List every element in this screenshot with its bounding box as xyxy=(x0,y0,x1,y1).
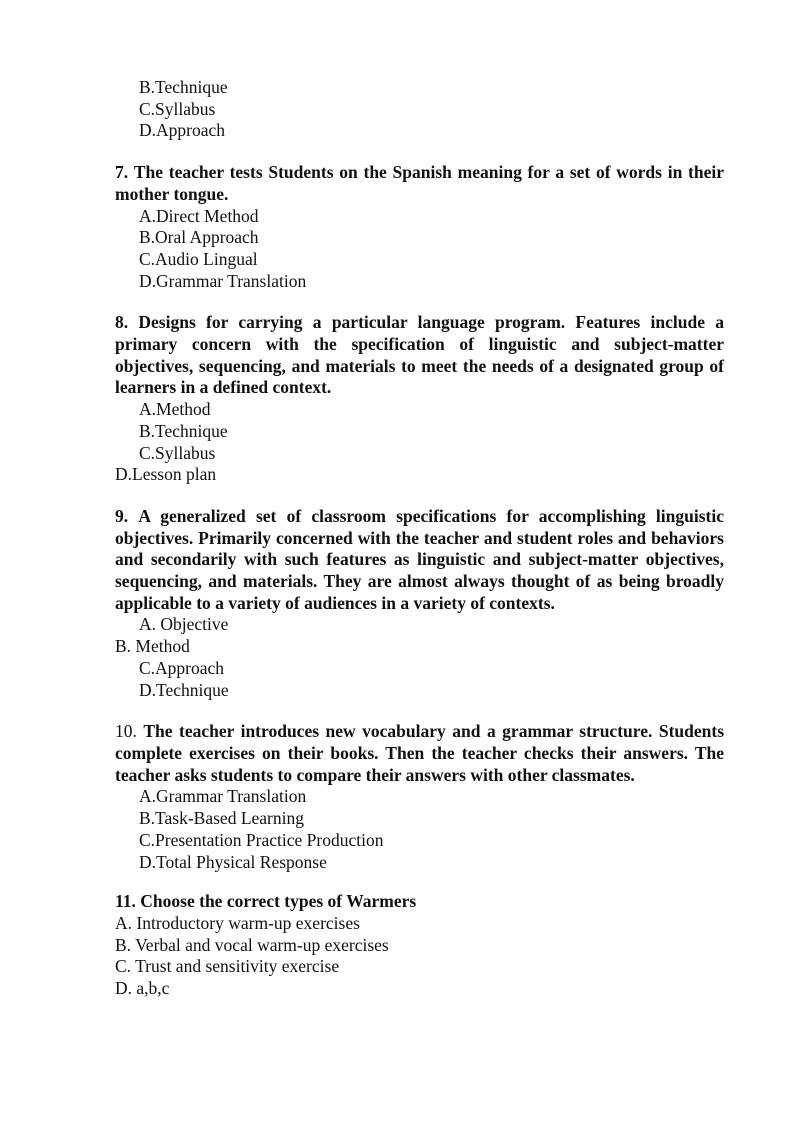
option: C.Audio Lingual xyxy=(139,248,258,269)
question-8 xyxy=(115,312,724,486)
question-number: 7. xyxy=(115,162,129,183)
question-9 xyxy=(115,506,724,701)
option: A. Introductory warm-up exercises xyxy=(115,912,360,933)
question-text: A generalized set of classroom specifications for accomplishing linguistic objectives. Primarily concerned with the teacher and student roles and behaviors and secondarily with such features as linguistic and subject-matter objectives, sequencing, and materials. They are almost always thought of as being broadly applicable to a variety of audiences in a variety of contexts. xyxy=(115,505,724,613)
question-11 xyxy=(115,891,724,1000)
option: A. Objective xyxy=(139,614,229,635)
option: B. Method xyxy=(115,636,190,657)
option: C.Syllabus xyxy=(139,98,216,119)
option: D.Lesson plan xyxy=(115,464,217,485)
option: D.Total Physical Response xyxy=(139,851,327,872)
option: B.Technique xyxy=(139,77,228,97)
option: D.Approach xyxy=(139,120,226,141)
question-stem xyxy=(115,891,724,913)
option: D.Technique xyxy=(139,679,229,700)
question-number: 8. xyxy=(115,312,129,333)
option: A.Method xyxy=(139,399,211,420)
question-10 xyxy=(115,721,724,873)
question-stem xyxy=(115,312,724,399)
question-text: Choose the correct types of Warmers xyxy=(140,891,417,912)
question-number: 10. xyxy=(115,721,137,742)
question-number: 9. xyxy=(115,505,129,526)
option: A.Direct Method xyxy=(139,205,259,226)
question-text: The teacher introduces new vocabulary and a grammar structure. Students complete exercises on their books. Then the teacher checks their answers. The teacher asks students to compare their answers with other classmates. xyxy=(115,721,725,785)
option: D.Grammar Translation xyxy=(139,270,307,291)
option: C.Approach xyxy=(139,657,225,678)
question-text: Designs for carrying a particular language program. Features include a primary concern with the specification of linguistic and subject-matter objectives, sequencing, and materials to meet the needs of a designated group of learners in a defined context. xyxy=(115,312,724,398)
question-number: 11. xyxy=(115,891,136,912)
question-stem xyxy=(115,721,724,786)
question-6-options xyxy=(115,77,724,142)
option: C. Trust and sensitivity exercise xyxy=(115,956,340,977)
question-7 xyxy=(115,162,724,292)
question-stem xyxy=(115,162,724,205)
question-list xyxy=(115,77,724,1000)
option: B.Technique xyxy=(139,420,228,441)
option: B. Verbal and vocal warm-up exercises xyxy=(115,934,389,955)
option: D. a,b,c xyxy=(115,978,170,999)
option: B.Task-Based Learning xyxy=(139,808,304,829)
option: B.Oral Approach xyxy=(139,227,259,248)
question-stem xyxy=(115,506,724,615)
option: C.Syllabus xyxy=(139,442,216,463)
option: C.Presentation Practice Production xyxy=(139,829,384,850)
option: A.Grammar Translation xyxy=(139,786,307,807)
question-text: The teacher tests Students on the Spanish meaning for a set of words in their mother tongue. xyxy=(115,162,725,204)
